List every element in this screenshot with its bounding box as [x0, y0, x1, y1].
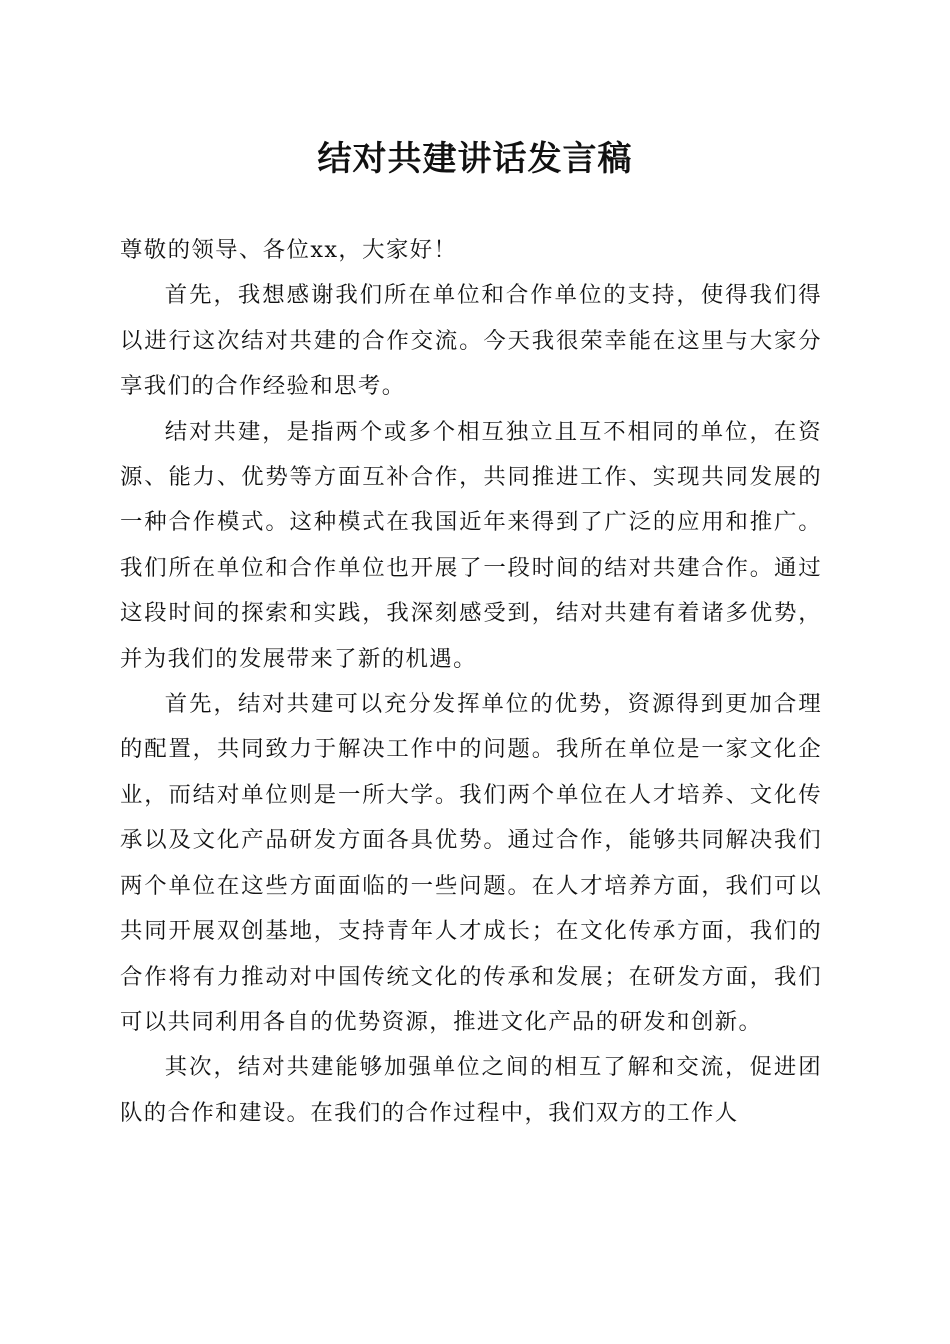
paragraph: 首先，结对共建可以充分发挥单位的优势，资源得到更加合理的配置，共同致力于解决工作中的问题。我所在单位是一家文化企业，而结对单位则是一所大学。我们两个单位在人才培养、文化传承以及文化产品研发方面各具优势。通过合作，能够共同解决我们两个单位在这些方面面临的一些问题。在人才培养方面，我们可以共同开展双创基地，支持青年人才成长；在文化传承方面，我们的合作将有力推动对中国传统文化的传承和发展；在研发方面，我们可以共同利用各自的优势资源，推进文化产品的研发和创新。 — [120, 691, 822, 1035]
paragraph: 首先，我想感谢我们所在单位和合作单位的支持，使得我们得以进行这次结对共建的合作交流。今天我很荣幸能在这里与大家分享我们的合作经验和思考。 — [120, 282, 822, 400]
document-body — [120, 228, 822, 1136]
paragraph: 结对共建，是指两个或多个相互独立且互不相同的单位，在资源、能力、优势等方面互补合作，共同推进工作、实现共同发展的一种合作模式。这种模式在我国近年来得到了广泛的应用和推广。我们所在单位和合作单位也开展了一段时间的结对共建合作。通过这段时间的探索和实践，我深刻感受到，结对共建有着诸多优势，并为我们的发展带来了新的机遇。 — [120, 418, 822, 672]
paragraph: 其次，结对共建能够加强单位之间的相互了解和交流，促进团队的合作和建设。在我们的合作过程中，我们双方的工作人 — [120, 1054, 822, 1126]
salutation: 尊敬的领导、各位xx，大家好！ — [120, 237, 458, 263]
document-title: 结对共建讲话发言稿 — [317, 139, 633, 179]
